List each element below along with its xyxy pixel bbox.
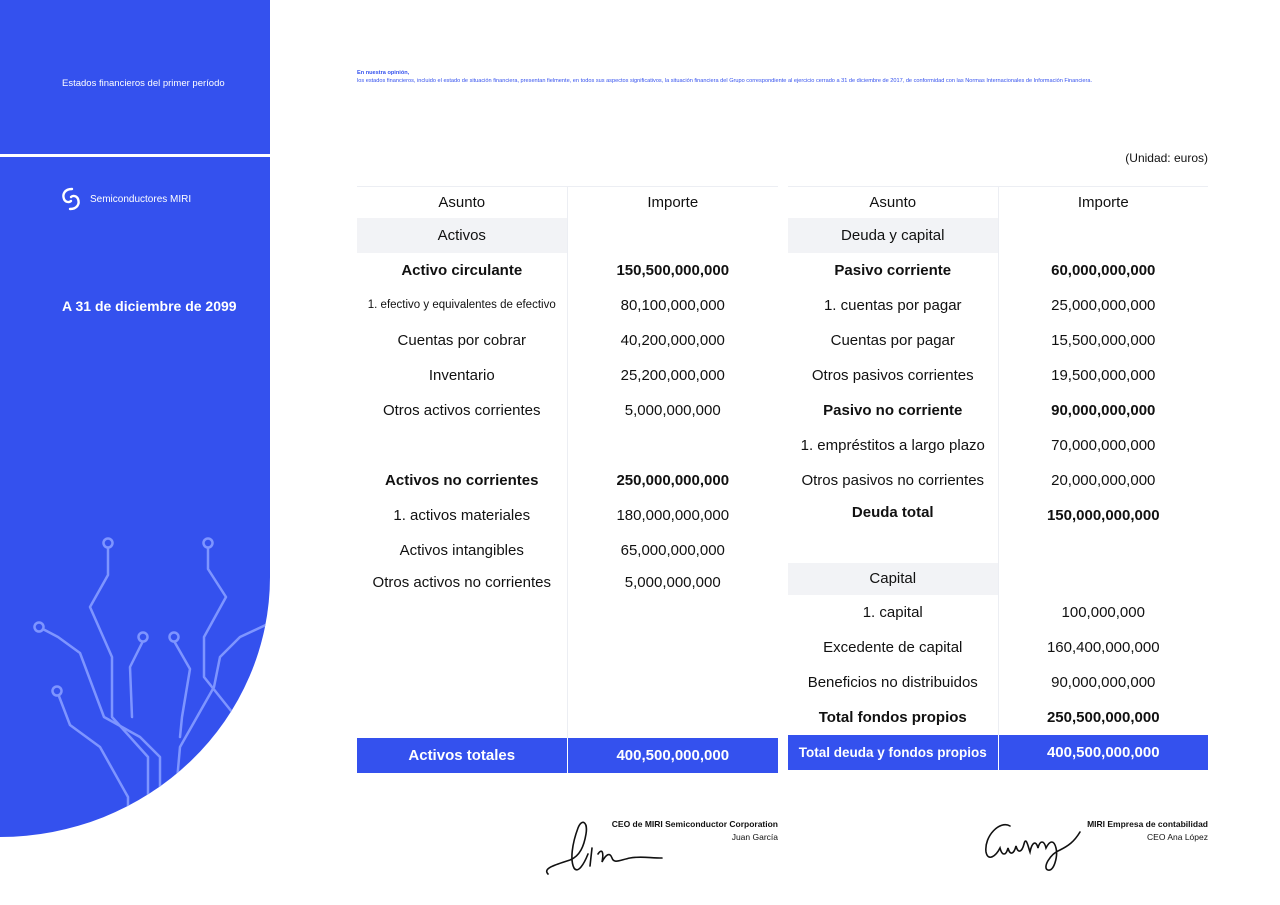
- table-row: [788, 498, 1208, 533]
- column-header-amount: Importe: [998, 187, 1208, 218]
- opinion-body: los estados financieros, incluido el estado de situación financiera, presentan fielmente, en todos sus aspectos significativos, la situación financiera del Grupo correspondiente al ejercicio cerrado a 31 de diciembre de 2017, de conformidad con las Normas Internacionales de Información Financiera.: [357, 78, 1093, 84]
- table-row-spacer: [788, 533, 1208, 563]
- table-row: [788, 595, 1208, 630]
- row-value: 20,000,000,000: [1051, 471, 1156, 489]
- sidebar-header-panel: [0, 0, 270, 154]
- row-value: 65,000,000,000: [620, 541, 725, 559]
- row-value: 19,500,000,000: [1051, 366, 1156, 384]
- table-row: [788, 665, 1208, 700]
- row-value: 80,100,000,000: [620, 296, 725, 314]
- table-row-spacer: [357, 703, 778, 738]
- row-value: 250,500,000,000: [1046, 708, 1160, 726]
- table-row: [788, 393, 1208, 428]
- section-row-capital: [788, 563, 1208, 595]
- row-label: Deuda total: [788, 498, 998, 533]
- section-label: Capital: [788, 563, 998, 595]
- table-row: [788, 288, 1208, 323]
- section-label: Deuda y capital: [788, 218, 998, 253]
- table-row: [788, 358, 1208, 393]
- total-label: Activos totales: [357, 738, 567, 773]
- table-row: [357, 568, 778, 598]
- table-row-spacer: [357, 428, 778, 463]
- signer-role: MIRI Empresa de contabilidad: [1087, 819, 1208, 829]
- row-value: 90,000,000,000: [1051, 401, 1156, 419]
- table-row: [788, 323, 1208, 358]
- row-value: 5,000,000,000: [624, 401, 721, 419]
- row-value: 100,000,000: [1061, 603, 1145, 621]
- table-row-spacer: [357, 668, 778, 703]
- table-row-spacer: [357, 633, 778, 668]
- table-row: [788, 428, 1208, 463]
- table-row-spacer: [357, 598, 778, 633]
- signer-role: CEO de MIRI Semiconductor Corporation: [611, 819, 778, 829]
- liabilities-table: [788, 186, 1208, 770]
- row-value: 40,200,000,000: [620, 331, 725, 349]
- row-value: 160,400,000,000: [1046, 638, 1160, 656]
- row-value: 180,000,000,000: [616, 506, 730, 524]
- section-row-debt: [788, 218, 1208, 253]
- row-label: Otros activos corrientes: [357, 393, 567, 428]
- row-value: 250,000,000,000: [616, 471, 730, 489]
- assets-table: [357, 186, 778, 773]
- table-row: [357, 498, 778, 533]
- section-row-assets: [357, 218, 778, 253]
- table-row: [357, 288, 778, 323]
- row-value: 25,200,000,000: [620, 366, 725, 384]
- row-label: Beneficios no distribuidos: [788, 665, 998, 700]
- row-value: 15,500,000,000: [1051, 331, 1156, 349]
- table-row: [788, 630, 1208, 665]
- report-date: A 31 de diciembre de 2099: [62, 298, 237, 314]
- sidebar: [0, 0, 270, 905]
- signer-name: Juan García: [731, 831, 778, 842]
- table-row: [788, 700, 1208, 735]
- row-label: Otros pasivos no corrientes: [788, 463, 998, 498]
- total-value: 400,500,000,000: [567, 738, 778, 773]
- row-label: 1. activos materiales: [357, 498, 567, 533]
- swirl-logo-icon: [60, 187, 82, 211]
- circuit-decoration: [0, 157, 270, 837]
- table-row: [357, 323, 778, 358]
- row-label: Pasivo no corriente: [788, 393, 998, 428]
- row-value: 90,000,000,000: [1051, 673, 1156, 691]
- table-header-row: [357, 187, 778, 218]
- signature-right: [980, 806, 1090, 878]
- row-label: Activo circulante: [357, 253, 567, 288]
- row-label: 1. cuentas por pagar: [788, 288, 998, 323]
- row-label: Cuentas por pagar: [788, 323, 998, 358]
- row-value: 150,000,000,000: [1046, 506, 1160, 524]
- opinion-heading: En nuestra opinión,: [357, 70, 410, 76]
- signer-name: CEO Ana López: [1147, 831, 1208, 842]
- table-row: [357, 393, 778, 428]
- row-value: 150,500,000,000: [616, 261, 730, 279]
- table-row: [788, 463, 1208, 498]
- row-label: Otros activos no corrientes: [357, 568, 567, 598]
- total-label: Total deuda y fondos propios: [788, 735, 998, 770]
- unit-label: (Unidad: euros): [1125, 151, 1208, 165]
- row-label: Cuentas por cobrar: [357, 323, 567, 358]
- report-title: Estados financieros del primer período: [62, 78, 225, 89]
- row-label: 1. efectivo y equivalentes de efectivo: [357, 288, 567, 323]
- row-label: 1. empréstitos a largo plazo: [788, 428, 998, 463]
- signature-block-right: [1087, 818, 1208, 843]
- column-header-subject: Asunto: [357, 187, 567, 218]
- table-row: [357, 358, 778, 393]
- row-value: 60,000,000,000: [1051, 261, 1156, 279]
- row-label: Activos intangibles: [357, 533, 567, 568]
- section-label: Activos: [357, 218, 567, 253]
- row-label: Excedente de capital: [788, 630, 998, 665]
- signature-block-left: [612, 818, 778, 843]
- row-label: Inventario: [357, 358, 567, 393]
- table-row: [788, 253, 1208, 288]
- row-label: Total fondos propios: [788, 700, 998, 735]
- row-label: 1. capital: [788, 595, 998, 630]
- row-value: 70,000,000,000: [1051, 436, 1156, 454]
- sidebar-main-panel: [0, 157, 270, 837]
- table-row: [357, 463, 778, 498]
- row-label: Otros pasivos corrientes: [788, 358, 998, 393]
- table-row: [357, 253, 778, 288]
- company-logo: [60, 187, 191, 211]
- total-row: [788, 735, 1208, 770]
- row-label: Activos no corrientes: [357, 463, 567, 498]
- company-name: Semiconductores MIRI: [90, 193, 192, 205]
- column-header-subject: Asunto: [788, 187, 998, 218]
- row-label: Pasivo corriente: [788, 253, 998, 288]
- total-value: 400,500,000,000: [998, 735, 1208, 770]
- row-value: 5,000,000,000: [624, 574, 721, 591]
- table-header-row: [788, 187, 1208, 218]
- table-row: [357, 533, 778, 568]
- column-header-amount: Importe: [567, 187, 778, 218]
- row-value: 25,000,000,000: [1051, 296, 1156, 314]
- total-row: [357, 738, 778, 773]
- audit-opinion: [357, 69, 1217, 85]
